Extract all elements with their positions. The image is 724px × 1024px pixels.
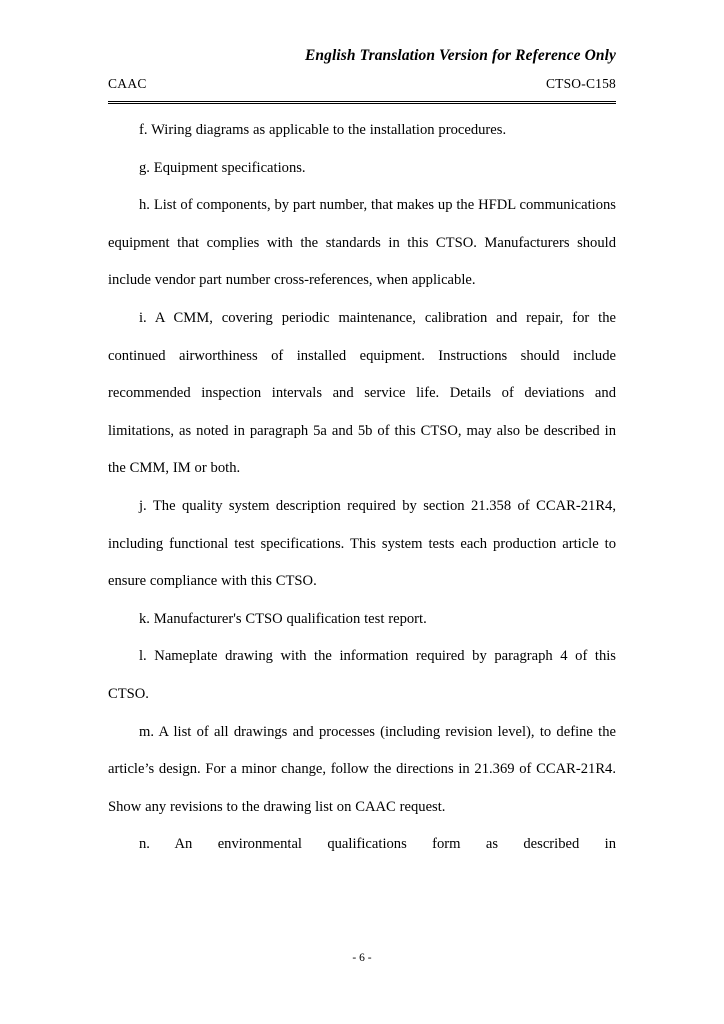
- paragraph-item-i: i. A CMM, covering periodic maintenance, calibration and repair, for the continued airworthiness of installed equipment. Instructions should include recommended inspection intervals and service life. Details of deviations and limitations, as noted in paragraph 5a and 5b of this CTSO, may also be described in the CMM, IM or both.: [108, 309, 616, 477]
- document-body: [108, 112, 616, 864]
- header-authority: CAAC: [108, 76, 147, 91]
- page-header: [108, 46, 616, 93]
- paragraph-item-g: g. Equipment specifications.: [139, 159, 306, 176]
- paragraph-item-l: l. Nameplate drawing with the information required by paragraph 4 of this CTSO.: [108, 648, 616, 702]
- translation-reference-note: English Translation Version for Reference Only: [304, 47, 616, 64]
- paragraph-item-k: k. Manufacturer's CTSO qualification test report.: [139, 610, 427, 627]
- header-rule-thick: [108, 103, 616, 104]
- paragraph-item-j: j. The quality system description required by section 21.358 of CCAR-21R4, including functional test specifications. This system tests each production article to ensure compliance with this CTSO.: [108, 497, 616, 590]
- paragraph-item-f: f. Wiring diagrams as applicable to the installation procedures.: [139, 122, 507, 138]
- page-footer: [0, 950, 724, 966]
- header-rule-thin: [108, 101, 616, 102]
- paragraph-item-m: m. A list of all drawings and processes (including revision level), to define the article’s design. For a minor change, follow the directions in 21.369 of CCAR-21R4. Show any revisions to the drawing list on CAAC request.: [108, 723, 616, 815]
- page-number: - 6 -: [352, 952, 372, 964]
- header-standard-number: CTSO-C158: [545, 76, 616, 91]
- header-divider-rule: [108, 101, 616, 104]
- paragraph-item-h: h. List of components, by part number, that makes up the HFDL communications equipment that complies with the standards in this CTSO. Manufacturers should include vendor part number cross-references, when applicable.: [108, 197, 616, 289]
- paragraph-item-n: n. An environmental qualifications form as described in: [139, 836, 616, 853]
- header-identifier-row: [108, 74, 616, 93]
